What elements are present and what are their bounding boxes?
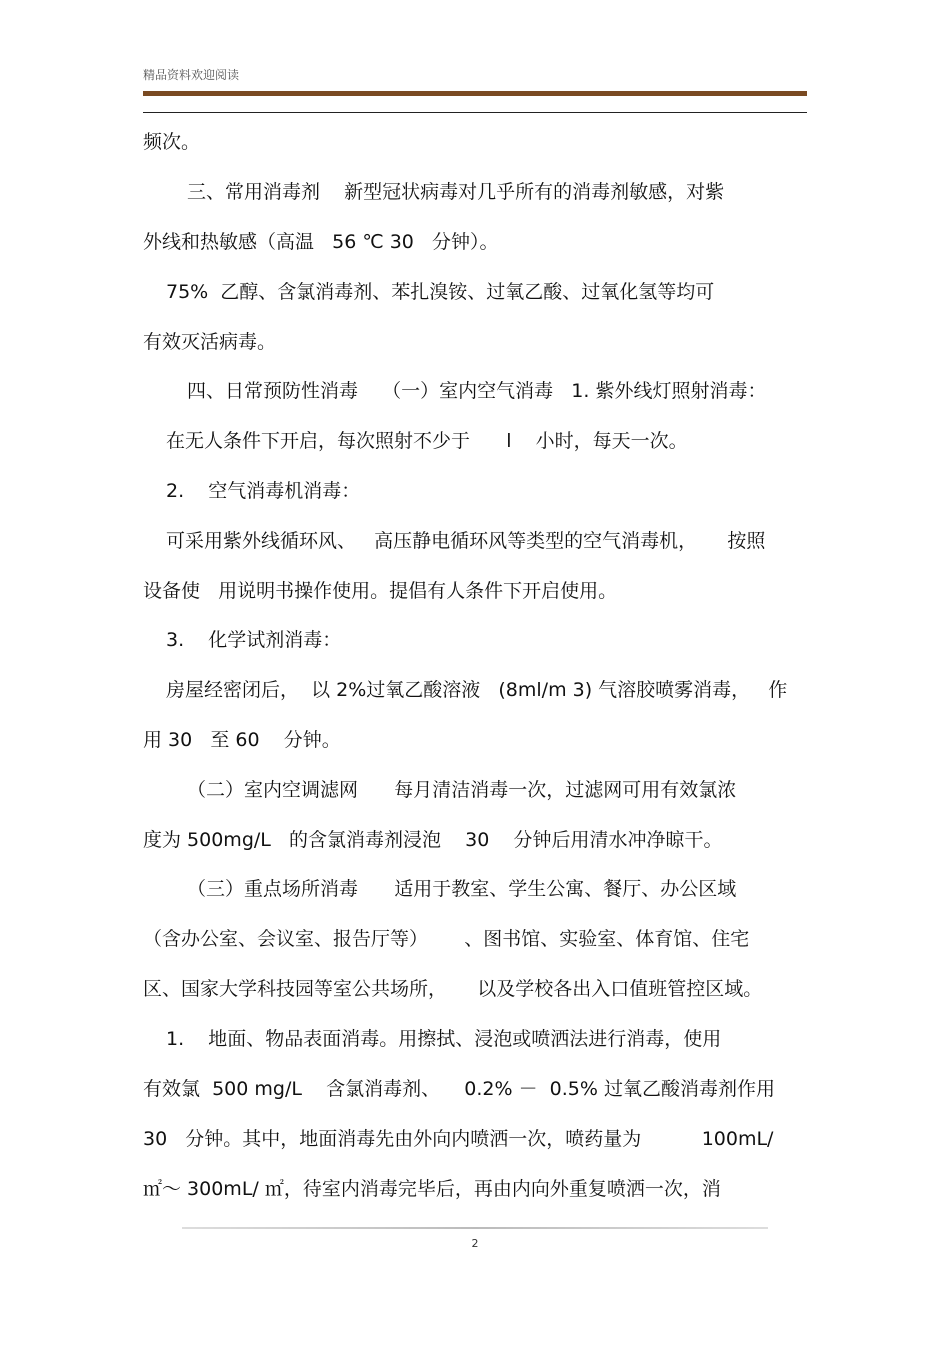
body-line: 有效灭活病毒。 (143, 331, 277, 353)
body-line: 区、国家大学科技园等室公共场所， 以及学校各出入口值班管控区域。 (143, 978, 763, 1000)
body-line: 1. 地面、物品表面消毒。用擦拭、浸泡或喷洒法进行消毒，使用 (166, 1028, 722, 1050)
header-rule-thin (143, 112, 807, 113)
body-line: （含办公室、会议室、报告厅等） 、图书馆、实验室、体育馆、住宅 (143, 928, 750, 950)
body-line: 3. 化学试剂消毒： (166, 629, 342, 651)
body-line: 四、日常预防性消毒 （一）室内空气消毒 1. 紫外线灯照射消毒： (187, 380, 767, 402)
body-line: 有效氯 500 mg/L 含氯消毒剂、 0.2% － 0.5% 过氧乙酸消毒剂作用 (143, 1078, 775, 1100)
footer-rule (182, 1227, 768, 1229)
body-line: （三）重点场所消毒 适用于教室、学生公寓、餐厅、办公区域 (187, 878, 737, 900)
body-line: 设备使 用说明书操作使用。提倡有人条件下开启使用。 (143, 580, 618, 602)
body-line: 在无人条件下开启，每次照射不少于 l 小时，每天一次。 (166, 430, 688, 452)
body-line: 30 分钟。其中，地面消毒先由外向内喷洒一次，喷药量为 100mL/ (143, 1128, 774, 1150)
body-line: 可采用紫外线循环风、 高压静电循环风等类型的空气消毒机， 按照 (166, 530, 766, 552)
body-line: 房屋经密闭后， 以 2%过氧乙酸溶液 (8ml/m 3) 气溶胶喷雾消毒， 作 (166, 679, 788, 701)
body-line: ㎡～ 300mL/ ㎡，待室内消毒完毕后，再由内向外重复喷洒一次，消 (143, 1178, 721, 1200)
body-line: 三、常用消毒剂 新型冠状病毒对几乎所有的消毒剂敏感，对紫 (187, 181, 725, 203)
body-line: 外线和热敏感（高温 56 ℃ 30 分钟）。 (143, 231, 499, 253)
page-number: 2 (471, 1237, 479, 1250)
body-line: 2. 空气消毒机消毒： (166, 480, 361, 502)
body-line: 频次。 (143, 131, 201, 153)
header-rule-thick (143, 91, 807, 96)
body-line: 度为 500mg/L 的含氯消毒剂浸泡 30 分钟后用清水冲净晾干。 (143, 829, 723, 851)
body-line: 用 30 至 60 分钟。 (143, 729, 341, 751)
header-title: 精品资料欢迎阅读 (143, 68, 240, 82)
body-line: 75% 乙醇、含氯消毒剂、苯扎溴铵、过氧乙酸、过氧化氢等均可 (166, 281, 715, 303)
body-line: （二）室内空调滤网 每月清洁消毒一次，过滤网可用有效氯浓 (187, 779, 737, 801)
